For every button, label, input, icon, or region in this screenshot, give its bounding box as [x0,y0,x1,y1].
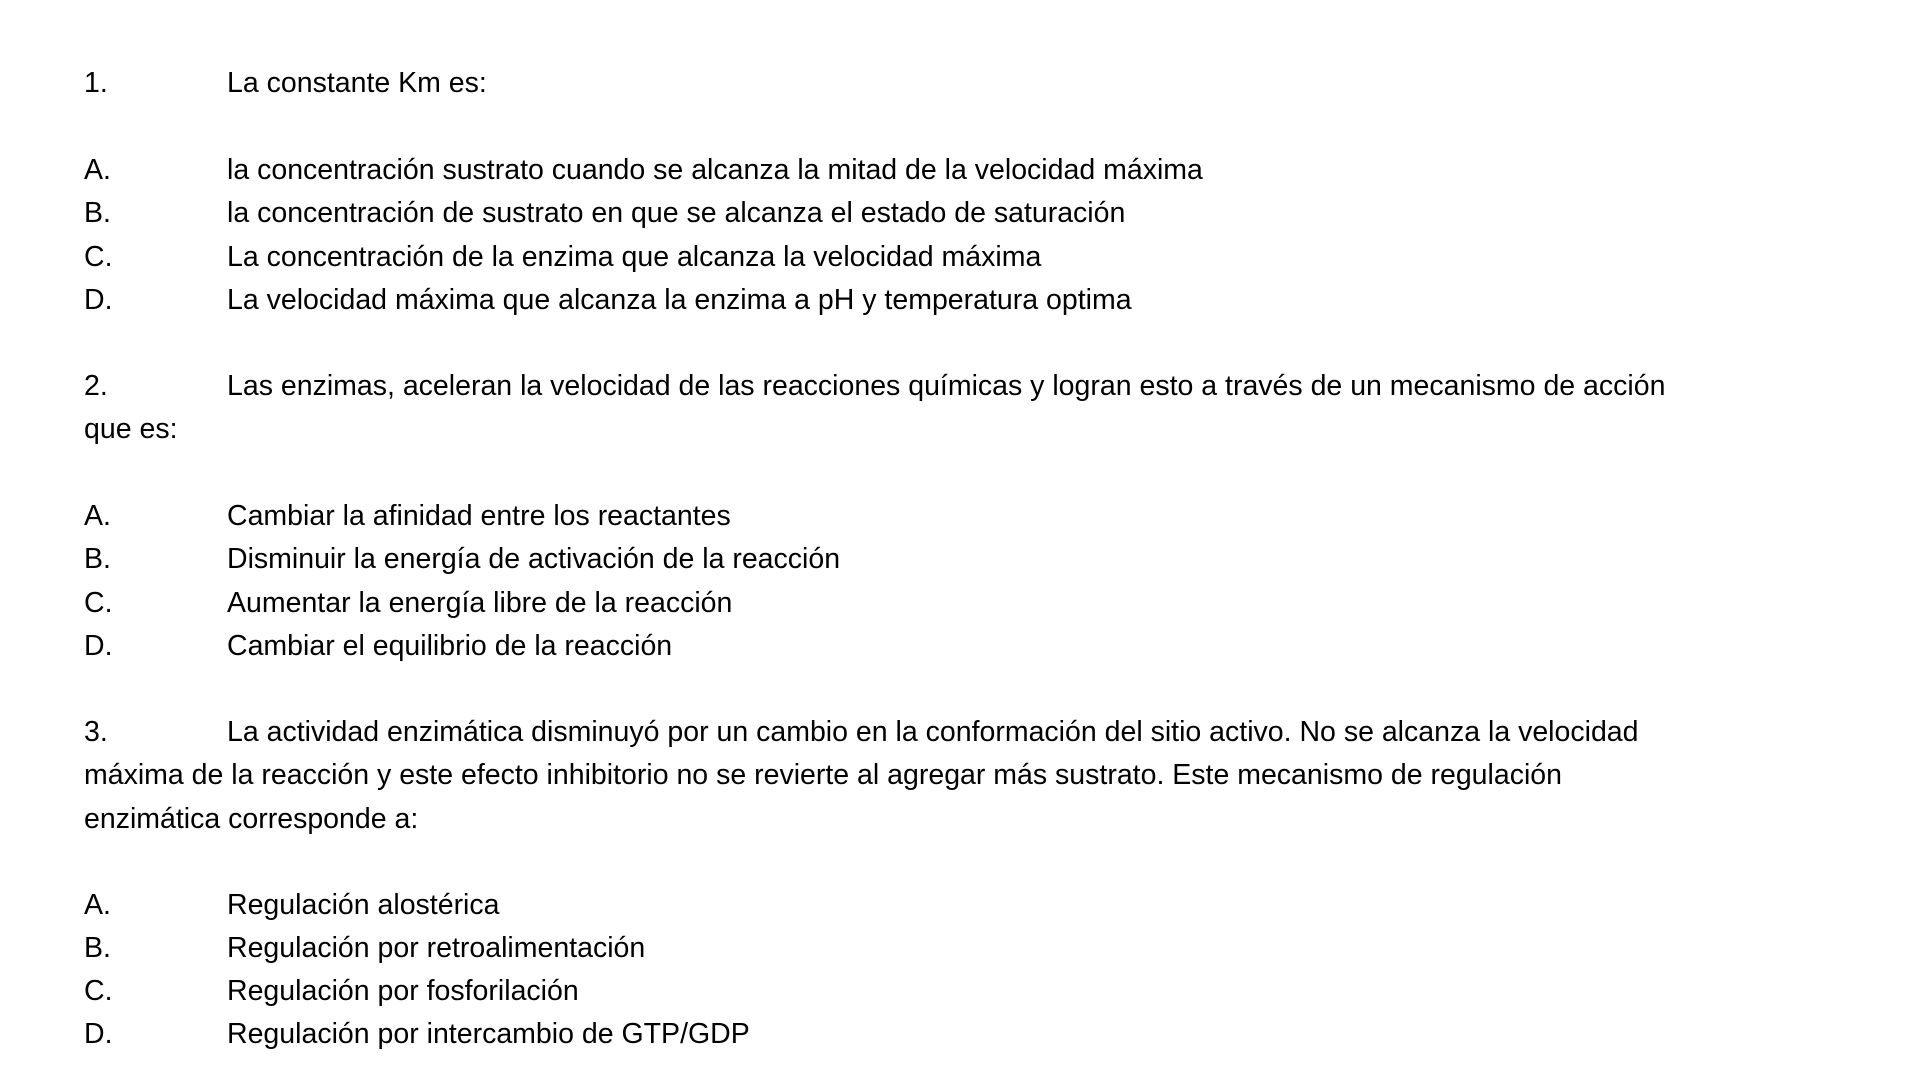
option-text: Regulación por retroalimentación [227,932,646,964]
question-text: La constante Km es: [227,67,487,99]
option-letter: D. [84,284,113,316]
question-text-continued: que es: [84,413,178,445]
option-text: la concentración sustrato cuando se alcanza la mitad de la velocidad máxima [227,154,1203,186]
option-letter: B. [84,543,111,575]
option-letter: C. [84,975,113,1007]
option-text: Cambiar la afinidad entre los reactantes [227,500,731,532]
option-text: Regulación por fosforilación [227,975,579,1007]
option-letter: B. [84,197,111,229]
option-letter: D. [84,630,113,662]
question-text-continued: enzimática corresponde a: [84,803,419,835]
question-text-continued: máxima de la reacción y este efecto inhibitorio no se revierte al agregar más sustrato. Este mecanismo de regulación [84,759,1562,791]
option-letter: A. [84,154,111,186]
option-text: La velocidad máxima que alcanza la enzima a pH y temperatura optima [227,284,1132,316]
question-text: La actividad enzimática disminuyó por un cambio en la conformación del sitio activo. No se alcanza la velocidad [227,716,1639,748]
option-text: Regulación por intercambio de GTP/GDP [227,1018,750,1050]
option-letter: D. [84,1018,113,1050]
question-number: 3. [84,716,108,748]
option-letter: A. [84,889,111,921]
question-number: 2. [84,370,108,402]
option-text: La concentración de la enzima que alcanza la velocidad máxima [227,241,1042,273]
option-text: Regulación alostérica [227,889,500,921]
option-letter: C. [84,587,113,619]
option-letter: A. [84,500,111,532]
option-text: Aumentar la energía libre de la reacción [227,587,733,619]
option-text: Disminuir la energía de activación de la reacción [227,543,841,575]
option-text: la concentración de sustrato en que se alcanza el estado de saturación [227,197,1126,229]
question-number: 1. [84,67,108,99]
option-letter: C. [84,241,113,273]
option-text: Cambiar el equilibrio de la reacción [227,630,673,662]
option-letter: B. [84,932,111,964]
question-text: Las enzimas, aceleran la velocidad de las reacciones químicas y logran esto a través de un mecanismo de acción [227,370,1666,402]
